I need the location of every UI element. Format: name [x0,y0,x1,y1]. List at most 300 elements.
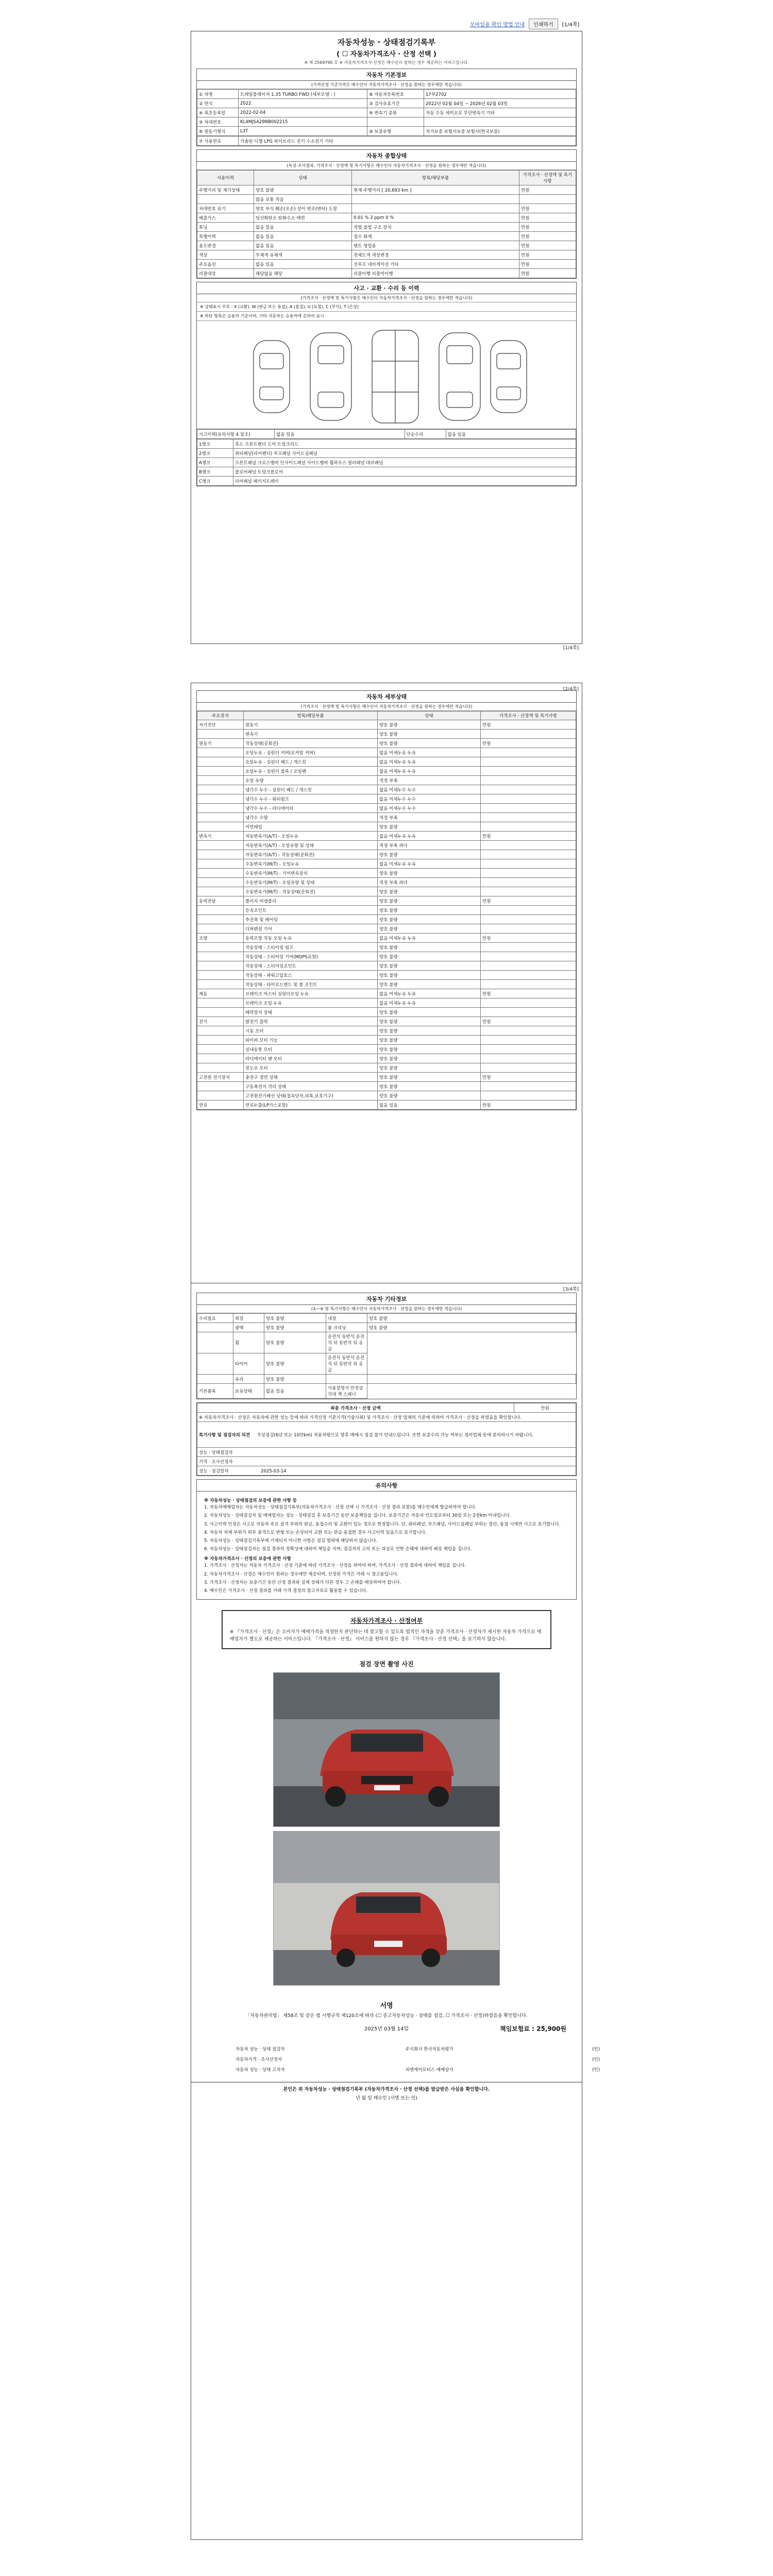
detail-row-cell: 없음 미세누유 누유 [378,832,481,841]
detail-row-cell: 작동상태 - 타이로드엔드 및 볼 조인트 [244,980,378,989]
accident-section [196,282,577,486]
detail-row-cell: 브레이크 오일 누유 [244,998,378,1008]
detail-row-cell: 없음 미세누수 누수 [378,794,481,804]
basic-info-row-cell: 자동 수동 세미오토 무단변속기 기타 [424,108,576,117]
detail-row-cell [197,1082,244,1091]
detail-row-cell: 적정 부족 과다 [378,878,481,887]
detail-row-cell [197,748,244,757]
detail-row-cell [481,1054,576,1063]
etc-row-cell: 양호 불량 [264,1332,326,1353]
state-row-cell [352,204,519,213]
page-indicator: [1/4쪽] [562,22,580,28]
state-row-cell: 리콜대상 [197,269,254,278]
basic-info-section [196,69,577,146]
etc-row-cell [326,1375,367,1384]
detail-row [197,739,576,748]
detail-row-cell: 양호 불량 [378,1008,481,1017]
detail-row-cell [481,980,576,989]
basic-info-row-cell: ③ 검사유효기간 [367,99,424,108]
final-price-unit: 만원 [514,1403,576,1413]
detail-row-cell [197,869,244,878]
detail-row [197,924,576,934]
sign-row-cell: 자동차 성능 · 상태 고지자 [236,2067,285,2073]
sign-row [232,2044,623,2054]
sign-date: 2025년 03월 14일 [364,2026,409,2032]
etc-row-cell: 운전석 동반석 운전석 뒤 동반석 뒤 응급 [326,1353,367,1375]
sign-row-cell: 자동차가격 · 조사산정자 [236,2057,282,2062]
detail-row-cell: 양호 불량 [378,943,481,952]
basic-info-row-cell: ① 차명 [197,90,239,99]
mobile-guide-link[interactable]: 모바일용 확인 방법 안내 [470,22,525,28]
detail-row-cell: 자동변속기(A/T) - 오일유량 및 상태 [244,841,378,850]
detail-row-cell: 윈도우 모터 [244,1063,378,1073]
sign-row-cell: (인) [592,2057,600,2062]
state-row-cell: 0.01 % 2 ppm 0 % [352,213,519,223]
document-subtitle: ( ☐ 자동차가격조사 · 산정 선택 ) [337,50,436,58]
detail-row-cell: 양호 불량 [378,971,481,980]
detail-row-cell [481,952,576,961]
column-header: 항목/해당부품 [244,711,378,720]
detail-row [197,1054,576,1063]
etc-row-cell: 기본품목 [197,1384,233,1399]
detail-row-cell: 적정 부족 과다 [378,841,481,850]
detail-row-cell [481,924,576,934]
caution-item: 5. 자동차성능 · 상태점검기록부에 기재되지 아니한 사항은 점검 범위에 해당하지 않습니다. [204,1538,378,1544]
sign-row-cell: 주식회사 한국자동차평가 [405,2046,453,2052]
state-row-cell: 만원 [519,250,576,260]
detail-row [197,813,576,822]
basic-info-row-cell [367,117,424,127]
panel-row [197,449,576,458]
state-row-cell: 만원 [519,260,576,269]
detail-row [197,859,576,869]
detail-row-cell [197,1008,244,1017]
state-row [197,232,576,241]
etc-row-cell: 타이어 [233,1353,264,1375]
detail-row [197,1026,576,1036]
detail-row-cell [481,776,576,785]
caution-item: 4. 자동차 차체 부위가 외부 충격으로 변형 또는 손상되어 교환 또는 판금·용접한 경우 사고이력 있음으로 표기합니다. [204,1530,427,1535]
detail-row-cell [481,1091,576,1100]
detail-row-cell: 없음 미세누유 누유 [378,998,481,1008]
detail-row-cell: 충전구 절연 상태 [244,1073,378,1082]
state-row-cell: 리콜이행 리콜미이행 [352,269,519,278]
basic-info-row-cell: 트레일블레이저 1.35 TURBO FWD (세부모델 : ) [239,90,367,99]
detail-row-cell: 양호 불량 [378,1036,481,1045]
detail-row-cell [197,924,244,934]
etc-row-cell: 유리 [233,1375,264,1384]
detail-row-cell [481,878,576,887]
state-row-cell: 만원 [519,241,576,250]
basic-info-row-cell: L3T [239,127,367,136]
detail-row-cell: 양호 불량 [378,869,481,878]
detail-row [197,1036,576,1045]
etc-row-cell [197,1353,233,1375]
detail-row-cell [481,813,576,822]
detail-row-cell: 양호 불량 [378,1017,481,1026]
detail-row-cell: 냉각수 누수 - 워터펌프 [244,794,378,804]
caution-2-title: ※ 자동차가격조사 · 산정의 보증에 관한 사항 [204,1556,291,1562]
detail-row-cell [197,971,244,980]
detail-row [197,850,576,859]
sign-row-cell: 자동차 성능 · 상태 점검자 [236,2046,285,2052]
basic-info-row-cell: 2022년 02월 04일 ~ 2026년 02월 03일 [424,99,576,108]
caution-1-title: ※ 자동차성능 · 상태점검의 보증에 관한 사항 등 [204,1498,297,1503]
detail-row-cell: 양호 불량 [378,720,481,730]
etc-row [197,1323,576,1332]
detail-row [197,952,576,961]
detail-row [197,915,576,924]
sign-row-cell: (인) [592,2067,600,2073]
detail-row-cell: 만원 [481,1017,576,1026]
detail-row-cell: 오일 유량 [244,776,378,785]
detail-row-cell: 디퍼렌셜 기어 [244,924,378,934]
special-text: 무상점검(6년 또는 10만km) 적용차량으로 향후 매매시 점검 불가 안내드립니다. 또한 보증수리 가능 여부는 정비업체 등에 문의하시기 바랍니다. [257,1432,534,1438]
detail-row-cell [197,961,244,971]
sign-row [232,2054,623,2064]
page-number: [3/4쪽] [563,1287,579,1292]
etc-row-cell: 룸 크리닝 [326,1323,367,1332]
detail-row-cell: 수동변속기(M/T) - 오일유량 및 상태 [244,878,378,887]
detail-row-cell: 수동변속기(M/T) - 기어변속장치 [244,869,378,878]
detail-row-cell [481,1026,576,1036]
caution-item: 6. 자동차성능 · 상태점검자는 점검 결과의 정확성에 대하여 책임을 지며, 점검자의 고의 또는 과실로 인한 손해에 대하여 배상 책임을 집니다. [204,1547,472,1552]
detail-row-cell: 원동기 [244,720,378,730]
detail-row-cell: 만원 [481,1100,576,1110]
overall-state-table [197,170,576,278]
etc-row-cell: 양호 불량 [264,1314,326,1323]
state-row-cell: 없음 있음 [254,223,352,232]
detail-row-cell [197,1063,244,1073]
state-row-cell: 적법 불법 구조 장치 [352,223,519,232]
basic-info-row-cell: 17부2702 [424,90,576,99]
state-row [197,269,576,278]
detail-row-cell: 양호 불량 [378,730,481,739]
detail-row-cell [481,961,576,971]
state-row-cell: 만원 [519,213,576,223]
detail-row-cell: 조향 [197,934,244,943]
state-row [197,260,576,269]
column-header: 상태 [378,711,481,720]
basic-info-row-cell: ⑤ 차대번호 [197,117,239,127]
detail-row-cell: 제동 [197,989,244,998]
detail-row-cell: 양호 불량 [378,739,481,748]
fuel-label: ⑦ 사용연료 [197,137,239,146]
consent-box [222,1610,551,1649]
detail-row-cell: 없음 미세누유 누유 [378,767,481,776]
detail-row-cell: 연료누출(LP가스포함) [244,1100,378,1110]
detail-row [197,887,576,896]
detail-row-cell: 클러치 어셈블리 [244,896,378,906]
etc-row-cell: 수리필요 [197,1314,233,1323]
state-row-cell: 특별이력 [197,232,254,241]
state-row-cell: 만원 [519,185,576,195]
detail-row-cell [481,804,576,813]
detail-row-cell: 브레이크 마스터 실린더오일 누유 [244,989,378,998]
detail-row-cell: 원동기 [197,739,244,748]
page-3 [191,1283,600,2540]
photo-title: 점검 장면 촬영 사진 [359,1660,414,1668]
date-label: 성능 · 점검일자 [199,1468,229,1474]
state-row-cell: 만원 [519,223,576,232]
detail-row-cell: 수동변속기(M/T) - 작동상태(공회전) [244,887,378,896]
state-row-cell: 용도변경 [197,241,254,250]
detail-row-cell [197,1026,244,1036]
state-row-cell: 양호 부식 훼손(오손) 상이 변조(변타) 도말 [254,204,352,213]
etc-row [197,1314,576,1323]
detail-row [197,1073,576,1082]
state-row [197,185,576,195]
state-row [197,223,576,232]
detail-row [197,1082,576,1091]
state-row-cell: 만원 [519,204,576,213]
inspection-photo-front [273,1672,500,1827]
car-diagram [197,321,576,429]
state-row-cell: 선루프 네비게이션 기타 [352,260,519,269]
detail-row-cell: 양호 불량 [378,1073,481,1082]
detail-row [197,934,576,943]
detail-row-cell [197,887,244,896]
etc-row [197,1375,576,1384]
state-row-cell: 색상 [197,250,254,260]
state-row-cell [519,195,576,204]
fuel-options: 가솔린 디젤 LPG 하이브리드 전기 수소전기 기타 [239,137,576,146]
detail-row [197,720,576,730]
state-row-cell: 배출가스 [197,213,254,223]
detail-row [197,748,576,757]
detail-row-cell [197,813,244,822]
document-note: ※ 제 2569790 호 ※ 자동차가격조사·산정은 매수인이 원하는 경우 제공하는 서비스입니다. [304,60,469,65]
detail-row-cell: 없음 미세누유 누유 [378,748,481,757]
panel-row [197,467,576,477]
detail-row-cell [197,906,244,915]
detail-row-cell [481,794,576,804]
detail-row-cell: 변속기 [244,730,378,739]
detail-row [197,971,576,980]
panel-row-cell: 리어패널 패키지트레이 [233,477,576,486]
detail-row-cell: 작동상태 - 스티어링 기어(MDPS포함) [244,952,378,961]
detail-row-cell [197,822,244,832]
detail-row-cell: 없음 미세누유 누유 [378,934,481,943]
detail-row-cell: 커먼레일 [244,822,378,832]
detail-row-cell: 양호 불량 [378,961,481,971]
state-row-cell: 무채색 유채색 [254,250,352,260]
detail-row-cell [197,757,244,767]
detail-row [197,869,576,878]
detail-row [197,841,576,850]
detail-row-cell [481,1008,576,1017]
basic-info-row-cell: ④ 최초등록일 [197,108,239,117]
detail-row-cell [481,748,576,757]
detail-row-cell [481,859,576,869]
overall-state-section [196,149,577,279]
section-note: (①~⑥ 및 특기사항은 매수인이 자동차가격조사 · 산정을 원하는 경우에만 적습니다) [197,1305,576,1313]
panel-row [197,477,576,486]
detail-row-cell [197,794,244,804]
basic-info-table [197,89,576,136]
panel-row-cell: 1랭크 [197,439,233,449]
detail-row [197,989,576,998]
etc-info-section [196,1293,577,1399]
detail-row-cell: 배력장치 상태 [244,1008,378,1017]
state-row-cell: 현재 주행거리 [ 20,693 km ] [352,185,519,195]
section-note: (가격조사 · 산정액 및 특기사항은 매수인이 자동차가격조사 · 산정을 원하는 경우에만 적습니다) [197,703,576,711]
state-row-cell: 차대번호 표기 [197,204,254,213]
appraiser-label: 가격 · 조사산정자 [199,1459,233,1465]
detail-row [197,785,576,794]
etc-row-cell [197,1375,233,1384]
column-header: 상태 [254,171,352,185]
detail-row [197,757,576,767]
basic-info-row [197,117,576,127]
detail-row-cell [481,841,576,850]
basic-info-row-cell: KL4MJSA29NB002215 [239,117,367,127]
detail-row-cell [481,785,576,794]
state-row [197,241,576,250]
insurance-fee: 책임보험료 : 25,900원 [499,2025,566,2032]
detail-row-cell: 변속기 [197,832,244,841]
detail-row-cell [481,906,576,915]
sign-title: 서명 [380,2002,393,2010]
detail-row-cell: 만원 [481,832,576,841]
car-outline-icon [243,325,532,426]
detail-row-cell [197,878,244,887]
print-button[interactable]: 인쇄하기 [529,19,558,29]
section-header: 자동차 세부상태 [197,691,576,703]
detail-row-cell [197,980,244,989]
state-row-cell: 없음 있음 [254,232,352,241]
detail-row-cell [481,850,576,859]
column-header: 사용이력 [197,171,254,185]
basic-info-row-cell: ⑩ 보증유형 [367,127,424,136]
inspection-date: 2025-03-14 [261,1468,287,1474]
caution-item: 1. 가격조사 · 산정자는 자동차 가격조사 · 산정 기준에 따라 가격조사 · 산정을 하여야 하며, 가격조사 · 산정 결과에 대하여 책임을 집니다. [204,1563,466,1569]
section-note: (가격조사 · 산정액 및 특기사항은 매수인이 자동차가격조사 · 산정을 원하는 경우에만 적습니다) [197,294,576,302]
detail-row-cell: 적정 부족 [378,776,481,785]
detail-row-cell [197,767,244,776]
detail-row-cell: 자기진단 [197,720,244,730]
etc-row [197,1332,576,1353]
etc-row-cell: 양호 불량 [264,1323,326,1332]
detail-row-cell: 양호 불량 [378,915,481,924]
detail-row-cell: 고전원전기배선 상태(접속단자,피복,보호기구) [244,1091,378,1100]
detail-row-cell: 고전원 전기장치 [197,1073,244,1082]
detail-row-cell: 만원 [481,989,576,998]
sign-table [232,2044,623,2075]
detail-row-cell: 만원 [481,1073,576,1082]
legend-text-2: ※ 하단 항목은 승용차 기준이며, 기타 자동차는 승용차에 준하여 표시 [197,312,576,321]
detail-row [197,822,576,832]
panel-row-cell: 2랭크 [197,449,233,458]
basic-info-row [197,90,576,99]
etc-row-cell: 양호 불량 [367,1323,576,1332]
detail-row-cell [197,1036,244,1045]
detail-row-cell [197,859,244,869]
detail-row-cell: 없음 있음 [378,1100,481,1110]
detail-row-cell [197,776,244,785]
caution-item: 1. 자동차매매업자는 자동차성능 · 상태점검기록부(자동차가격조사 · 산정 선택 시 가격조사 · 산정 결과 포함)를 매수인에게 발급하여야 합니다. [204,1505,477,1511]
basic-info-row-cell: ⑧ 자동차등록번호 [367,90,424,99]
basic-info-row-cell [424,117,576,127]
detail-row-cell [481,1045,576,1054]
section-note: (특성·조사결과, 가격조사 · 산정액 및 특기사항은 매수인이 자동차가격조사 · 산정을 원하는 경우에만 적습니다) [197,162,576,170]
detail-row [197,1008,576,1017]
panel-row [197,458,576,467]
section-header: 자동차 종합상태 [197,150,576,162]
detail-row [197,1017,576,1026]
panel-row-cell: A랭크 [197,458,233,467]
panel-row-cell: B랭크 [197,467,233,477]
detail-row-cell: 만원 [481,934,576,943]
sign-row [232,2064,623,2075]
column-header: 주요장치 [197,711,244,720]
sign-row-cell: (인) [592,2046,600,2052]
state-row-cell: 만원 [519,269,576,278]
detail-row-cell [197,1054,244,1063]
basic-info-row [197,127,576,136]
detail-row-cell: 실내송풍 모터 [244,1045,378,1054]
etc-row-cell: 양호 불량 [264,1375,326,1384]
detail-row-cell [481,971,576,980]
state-row-cell: 없음 있음 [254,260,352,269]
basic-info-row-cell: 자가보증 보험사보증 보험사(한국보증) [424,127,576,136]
detail-row [197,767,576,776]
detail-row-cell: 냉각수 수량 [244,813,378,822]
section-note: (가격산정 기준가격은 매수인이 자동차가격조사 · 산정을 원하는 경우에만 적습니다) [197,81,576,89]
detail-row [197,906,576,915]
etc-info-table [197,1313,576,1399]
detail-row-cell: 추진축 및 베어링 [244,915,378,924]
detail-row-cell: 양호 불량 [378,980,481,989]
final-price-header: 최종 가격조사 · 산정 금액 [197,1403,514,1413]
column-header: 항목/해당부품 [352,171,519,185]
detail-row-cell [481,757,576,767]
detail-row-cell [197,998,244,1008]
history-value: 없음 있음 [275,430,405,439]
detail-row [197,896,576,906]
detail-row-cell: 자동변속기(A/T) - 오일누유 [244,832,378,841]
state-row-cell: 일산화탄소 탄화수소 매연 [254,213,352,223]
detail-row-cell: 작동상태 - 스티어링 펌프 [244,943,378,952]
basic-info-row-cell: 2022 [239,99,367,108]
basic-info-row-cell: 2022-02-04 [239,108,367,117]
detail-row-cell [197,952,244,961]
state-row-cell: 튜닝 [197,223,254,232]
caution-item: 2. 자동차성능 · 상태점검자 및 매매업자는 성능 · 상태점검 후 보증기간 동안 보증책임을 집니다. 보증기간은 자동차 인도일로부터 30일 또는 2천km 이내입니다. [204,1513,511,1519]
panel-row-cell: C랭크 [197,477,233,486]
detail-row-cell: 만원 [481,896,576,906]
detail-row-cell: 없음 미세누유 누유 [378,859,481,869]
etc-row-cell [367,1375,576,1384]
detail-row-cell: 자동변속기(A/T) - 작동상태(공회전) [244,850,378,859]
page-1 [191,31,582,651]
legend-text: ※ 상태표시 부호 : X (교환), W (판금 또는 용접), A (흠집), U (요철), C (부식), T (손상) [197,302,576,312]
column-header: 가격조사 · 산정액 및 특기사항 [481,711,576,720]
detail-row-cell: 양호 불량 [378,1026,481,1036]
basic-info-row [197,99,576,108]
detail-row [197,794,576,804]
state-row [197,204,576,213]
detail-row-cell: 양호 불량 [378,1082,481,1091]
detail-row [197,943,576,952]
state-row-cell: 해당없음 해당 [254,269,352,278]
state-row-cell: 전체도색 색상변경 [352,250,519,260]
detail-row-cell: 동력전달 [197,896,244,906]
sign-row-cell: 피엔케이모터스 매매상사 [405,2067,453,2073]
state-row-cell: 없음 있음 [254,241,352,250]
detail-row-cell: 작동상태(공회전) [244,739,378,748]
panel-rank-table [197,439,576,486]
